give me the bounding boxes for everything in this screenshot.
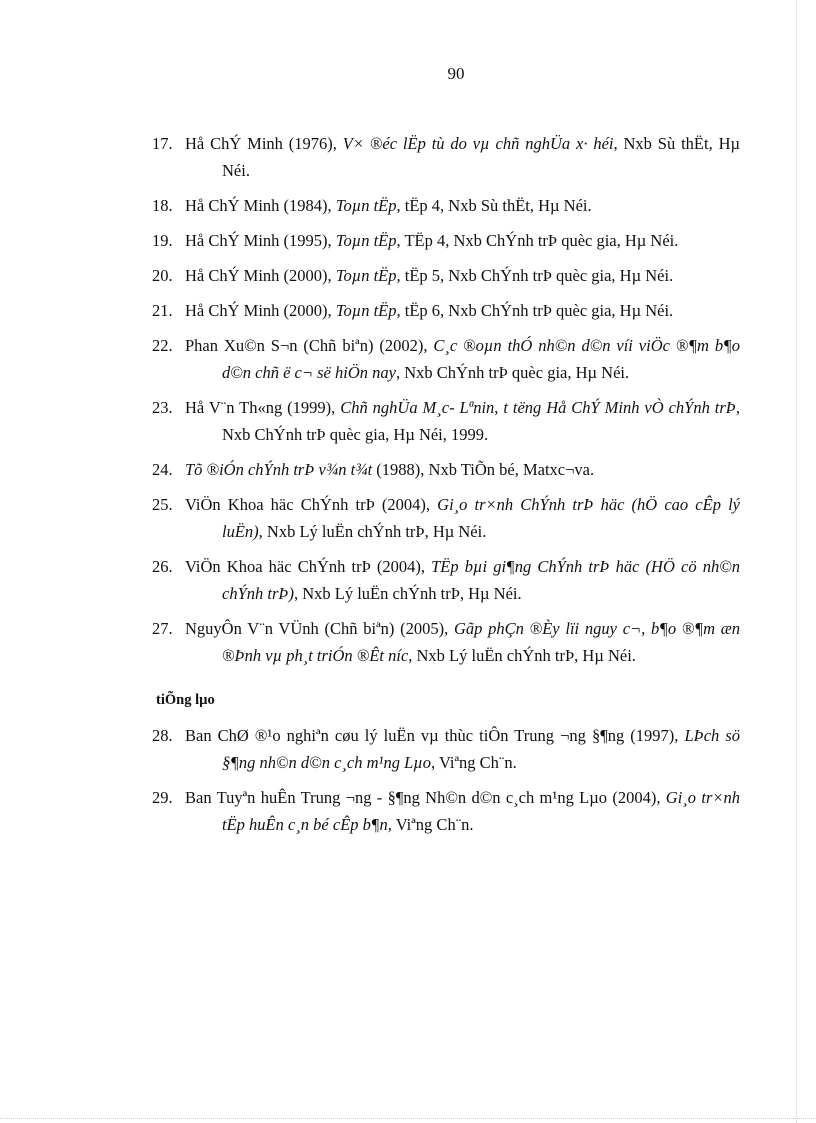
reference-author: Hå ChÝ Minh (1976), bbox=[185, 134, 343, 153]
reference-item bbox=[152, 332, 740, 386]
page-number: 90 bbox=[447, 64, 465, 83]
reference-list bbox=[152, 130, 740, 846]
reference-number: 19. bbox=[152, 231, 173, 250]
reference-title: Gi¸o tr×nh ChÝnh trÞ häc (hÖ cao cÊp lý luËn) bbox=[222, 495, 740, 541]
reference-author: Ban Tuyªn huÊn Trung ¬ng - §¶ng Nh©n d©n c¸ch m¹ng Lµo (2004), bbox=[185, 788, 666, 807]
reference-number: 18. bbox=[152, 196, 173, 215]
reference-item bbox=[152, 130, 740, 184]
reference-item bbox=[152, 784, 740, 838]
reference-number: 28. bbox=[152, 726, 173, 745]
reference-publisher: (1988), Nxb TiÕn bé, Matxc¬va. bbox=[372, 460, 595, 479]
reference-title: Toµn tËp bbox=[335, 266, 397, 285]
reference-item bbox=[152, 491, 740, 545]
reference-title: Gãp phÇn ®Èy lïi nguy c¬, b¶o ®¶m æn ®Þnh vµ ph¸t triÓn ®Êt níc bbox=[222, 619, 741, 665]
reference-number: 20. bbox=[152, 266, 173, 285]
reference-author: Ban ChØ ®¹o nghiªn cøu lý luËn vµ thùc tiÔn Trung ¬ng §¶ng (1997), bbox=[185, 726, 685, 745]
reference-publisher: , tËp 4, Nxb Sù thËt, Hµ Néi. bbox=[396, 196, 592, 215]
reference-author: NguyÔn V¨n VÜnh (Chñ biªn) (2005), bbox=[185, 619, 454, 638]
reference-publisher: , Nxb Lý luËn chÝnh trÞ, Hµ Néi. bbox=[293, 584, 522, 603]
reference-group-vietnamese bbox=[152, 130, 740, 669]
reference-publisher: , Nxb Sù thËt, Hµ Néi. bbox=[222, 134, 740, 180]
reference-title: Tõ ®iÓn chÝnh trÞ v¾n t¾t bbox=[185, 460, 373, 479]
page-edge-right bbox=[796, 0, 797, 1123]
reference-publisher: , Nxb Lý luËn chÝnh trÞ, Hµ Néi. bbox=[258, 522, 487, 541]
reference-item bbox=[152, 262, 740, 289]
reference-author: ViÖn Khoa häc ChÝnh trÞ (2004), bbox=[185, 557, 432, 576]
reference-item bbox=[152, 553, 740, 607]
reference-author: Phan Xu©n S¬n (Chñ biªn) (2002), bbox=[185, 336, 434, 355]
reference-author: Hå ChÝ Minh (2000), bbox=[185, 266, 336, 285]
reference-author: Hå ChÝ Minh (1995), bbox=[185, 231, 336, 250]
reference-item bbox=[152, 722, 740, 776]
reference-title: Toµn tËp bbox=[335, 301, 397, 320]
reference-author: ViÖn Khoa häc ChÝnh trÞ (2004), bbox=[185, 495, 438, 514]
reference-author: Hå V¨n Th«ng (1999), bbox=[185, 398, 341, 417]
reference-title: Toµn tËp bbox=[335, 231, 397, 250]
reference-publisher: , tËp 5, Nxb ChÝnh trÞ quèc gia, Hµ Néi. bbox=[396, 266, 674, 285]
reference-number: 26. bbox=[152, 557, 173, 576]
page-edge-bottom bbox=[0, 1118, 816, 1119]
reference-publisher: , Nxb ChÝnh trÞ quèc gia, Hµ Néi. bbox=[395, 363, 630, 382]
reference-author: Hå ChÝ Minh (1984), bbox=[185, 196, 336, 215]
reference-item bbox=[152, 192, 740, 219]
reference-publisher: , tËp 6, Nxb ChÝnh trÞ quèc gia, Hµ Néi. bbox=[396, 301, 674, 320]
reference-publisher: , TËp 4, Nxb ChÝnh trÞ quèc gia, Hµ Néi. bbox=[396, 231, 679, 250]
reference-group-lao bbox=[152, 722, 740, 838]
reference-title: C¸c ®oµn thÓ nh©n d©n víi viÖc ®¶m b¶o d©n chñ ë c¬ së hiÖn nay bbox=[222, 336, 740, 382]
reference-publisher: , Nxb Lý luËn chÝnh trÞ, Hµ Néi. bbox=[408, 646, 636, 665]
reference-number: 29. bbox=[152, 788, 173, 807]
reference-item bbox=[152, 456, 740, 483]
reference-item bbox=[152, 615, 740, 669]
reference-title: TËp bµi gi¶ng ChÝnh trÞ häc (HÖ cö nh©n chÝnh trÞ) bbox=[222, 557, 740, 603]
reference-title: Chñ nghÜa M¸c- Lªnin, t tëng Hå ChÝ Minh vÒ chÝnh trÞ bbox=[340, 398, 736, 417]
section-heading-lao: tiÕng lµo bbox=[156, 692, 215, 708]
reference-publisher: , Nxb ChÝnh trÞ quèc gia, Hµ Néi, 1999. bbox=[222, 398, 740, 444]
reference-item bbox=[152, 227, 740, 254]
reference-number: 27. bbox=[152, 619, 173, 638]
reference-number: 24. bbox=[152, 460, 173, 479]
reference-number: 25. bbox=[152, 495, 173, 514]
reference-number: 21. bbox=[152, 301, 173, 320]
reference-number: 23. bbox=[152, 398, 173, 417]
reference-title: Toµn tËp bbox=[335, 196, 397, 215]
reference-number: 17. bbox=[152, 134, 173, 153]
reference-publisher: , Viªng Ch¨n. bbox=[431, 753, 517, 772]
reference-item bbox=[152, 297, 740, 324]
reference-publisher: , Viªng Ch¨n. bbox=[387, 815, 474, 834]
reference-author: Hå ChÝ Minh (2000), bbox=[185, 301, 336, 320]
reference-title: V× ®éc lËp tù do vµ chñ nghÜa x· héi bbox=[342, 134, 614, 153]
reference-title: Gi¸o tr×nh tËp huÊn c¸n bé cÊp b¶n bbox=[222, 788, 740, 834]
reference-title: LÞch sö §¶ng nh©n d©n c¸ch m¹ng Lµo bbox=[222, 726, 741, 772]
reference-number: 22. bbox=[152, 336, 173, 355]
reference-item bbox=[152, 394, 740, 448]
